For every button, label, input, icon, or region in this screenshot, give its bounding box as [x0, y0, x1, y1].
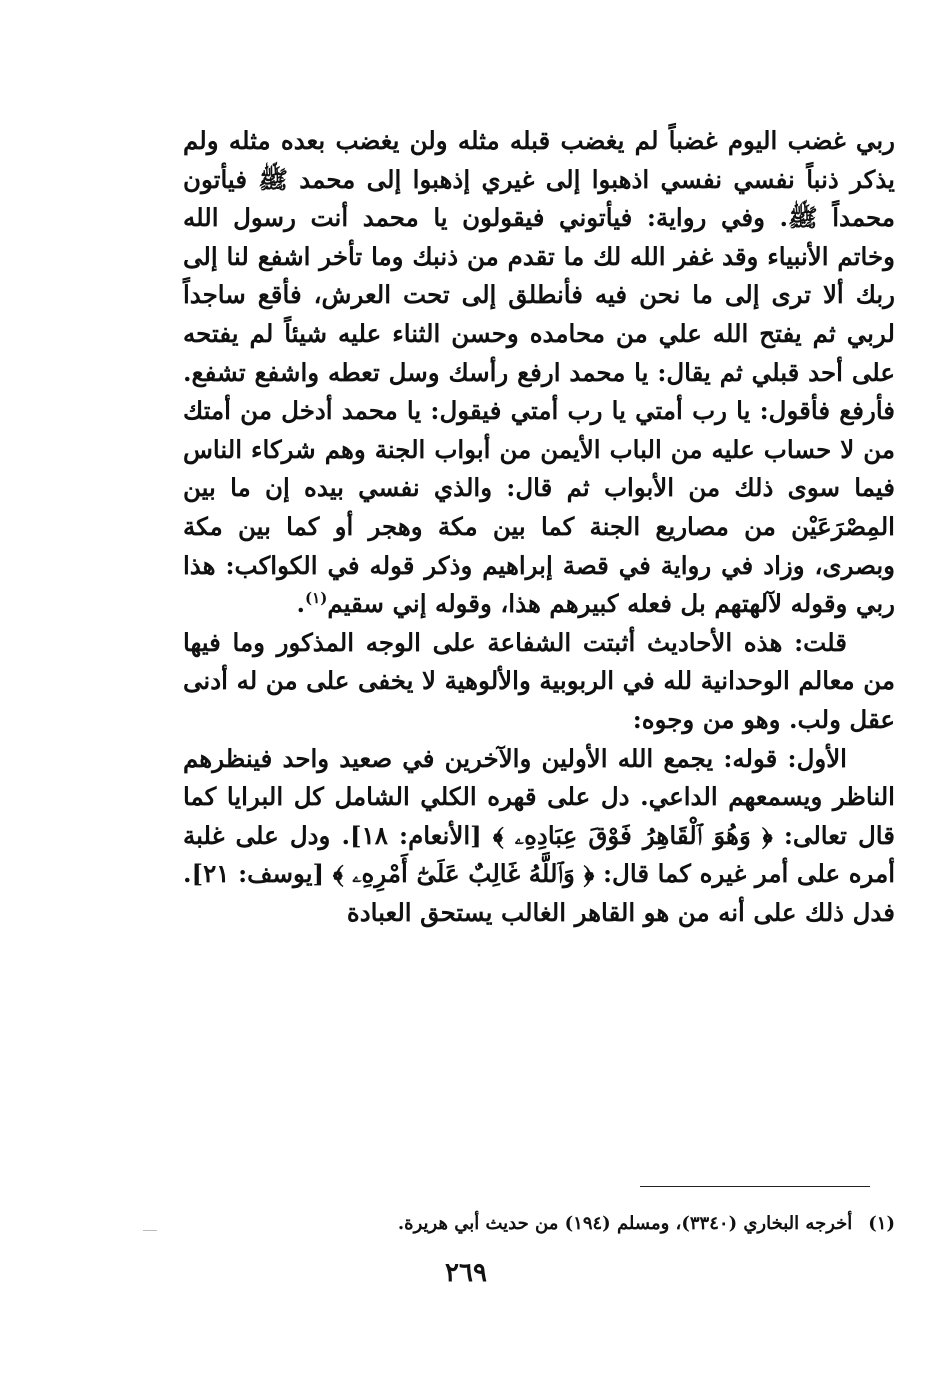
footnote-separator — [640, 1186, 870, 1187]
footnote-reference[interactable]: (١) — [305, 588, 328, 607]
main-text — [183, 122, 895, 932]
paragraph-3-text: قوله: يجمع الله الأولين والآخرين في صعيد واحد فينظرهم الناظر ويسمعهم الداعي. دل على قهره الكلي الشامل كل البرايا كما قال تعالى: ﴿ وَهُوَ ٱلْقَاهِرُ فَوْقَ عِبَادِهِۦ ﴾ [الأنعام: ١٨]. ودل على غلبة أمره على أمر غيره كما قال: ﴿ وَٱللَّهُ غَالِبٌ عَلَىٰٓ أَمْرِهِۦ ﴾ [يوسف: ٢١]. فدل ذلك على أنه من هو القاهر الغالب يستحق العبادة — [183, 743, 895, 927]
footnote — [250, 1210, 895, 1238]
paragraph-first-point — [183, 740, 895, 933]
first-point-heading: الأول: — [787, 743, 847, 773]
paragraph-1-text: ربي غضب اليوم غضباً لم يغضب قبله مثله ولن يغضب بعده مثله ولم يذكر ذنباً نفسي نفسي اذهبوا إلى غيري إذهبوا إلى محمد ﷺ فيأتون محمداً ﷺ. وفي رواية: فيأتوني فيقولون يا محمد أنت رسول الله وخاتم الأنبياء وقد غفر الله لك ما تقدم من ذنبك وما تأخر اشفع لنا إلى ربك ألا ترى إلى ما نحن فيه فأنطلق إلى تحت العرش، فأقع ساجداً لربي ثم يفتح الله علي من محامده وحسن الثناء عليه شيئاً لم يفتحه على أحد قبلي ثم يقال: يا محمد ارفع رأسك وسل تعطه واشفع تشفع. فأرفع فأقول: يا رب أمتي يا رب أمتي فيقول: يا محمد أدخل من أمتك من لا حساب عليه من الباب الأيمن من أبواب الجنة وهم شركاء الناس فيما سوى ذلك من الأبواب ثم قال: والذي نفسي بيده إن ما بين المِصْرَعَيْن من مصاريع الجنة كما بين مكة وهجر أو كما بين مكة وبصرى، وزاد في رواية في قصة إبراهيم وذكر قوله في الكواكب: هذا ربي وقوله لآلهتهم بل فعله كبيرهم هذا، وقوله إني سقيم — [183, 126, 895, 619]
paragraph-commentary — [183, 624, 895, 740]
paragraph-1-end: . — [296, 589, 306, 619]
paragraph-2-text: قلت: هذه الأحاديث أثبتت الشفاعة على الوجه المذكور وما فيها من معالم الوحدانية لله في الربوبية والألوهية لا يخفى على من له أدنى عقل ولب. وهو من وجوه: — [183, 627, 895, 734]
paragraph-hadith-continuation — [183, 122, 895, 624]
footnote-text: أخرجه البخاري (٣٣٤٠)، ومسلم (١٩٤) من حديث أبي هريرة. — [397, 1213, 853, 1234]
footnote-number: (١) — [868, 1213, 895, 1234]
page-number: ٢٦٩ — [445, 1258, 487, 1288]
scan-artifact — [143, 1230, 157, 1231]
